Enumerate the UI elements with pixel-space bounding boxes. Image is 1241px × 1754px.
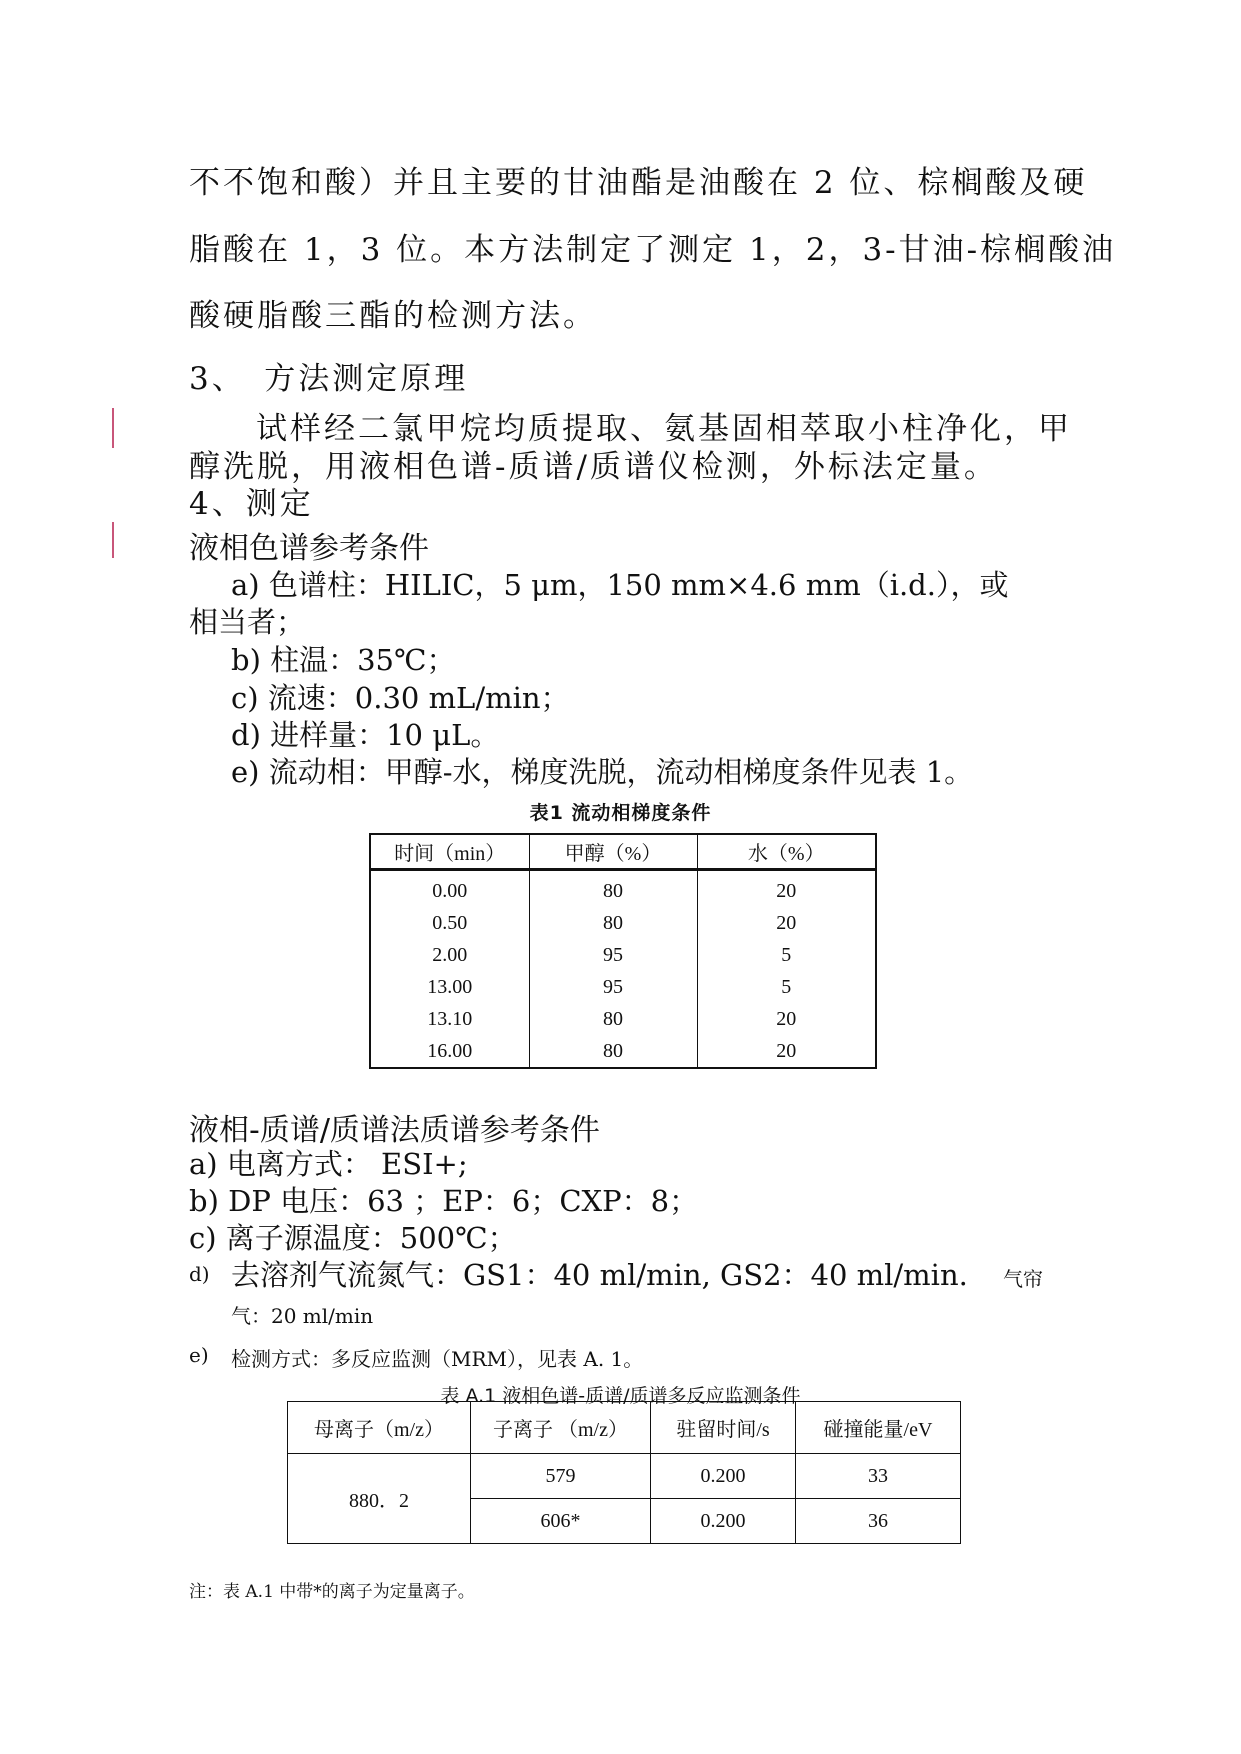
- table-row: [370, 870, 876, 908]
- table-cell: 2.00: [370, 939, 529, 971]
- table-header-row: [370, 834, 876, 870]
- table-cell: 95: [529, 971, 697, 1003]
- table-cell: 0.200: [651, 1499, 796, 1544]
- table-cell: 80: [529, 1003, 697, 1035]
- column-header: 甲醇（%）: [529, 834, 697, 870]
- intro-line-3: 酸硬脂酸三酯的检测方法。: [189, 298, 597, 334]
- table-cell: 0.200: [651, 1454, 796, 1499]
- table-cell: 606*: [471, 1499, 651, 1544]
- column-header: 子离子 （m/z）: [471, 1402, 651, 1454]
- table-cell: 20: [776, 1007, 797, 1030]
- section-3-text-2: 醇洗脱，用液相色谱-质谱/质谱仪检测，外标法定量。: [189, 449, 998, 485]
- ms-item-b: b) DP 电压：63 ；EP：6；CXP：8；: [189, 1184, 699, 1218]
- ms-item-d-tail: 气帘: [1003, 1267, 1043, 1291]
- table-row: [370, 939, 876, 971]
- lc-item-e: e) 流动相：甲醇-水，梯度洗脱，流动相梯度条件见表 1。: [231, 755, 974, 789]
- table-cell: 33: [796, 1454, 961, 1499]
- column-header: 水（%）: [697, 834, 876, 870]
- column-header: 碰撞能量/eV: [796, 1402, 961, 1454]
- lc-item-b: b) 柱温：35℃；: [231, 643, 456, 677]
- revision-bar: [112, 522, 114, 558]
- ms-item-d: 去溶剂气流氮气：GS1：40 ml/min, GS2：40 ml/min.: [231, 1258, 968, 1292]
- ms-item-e-label: e): [189, 1343, 209, 1367]
- lc-heading: 液相色谱参考条件: [189, 531, 429, 566]
- lc-item-a: a) 色谱柱：HILIC，5 μm，150 mm×4.6 mm（i.d.），或: [231, 568, 1009, 602]
- lc-item-a-cont: 相当者；: [189, 605, 306, 639]
- revision-bar: [112, 408, 114, 448]
- table-cell: 80: [529, 907, 697, 939]
- table-note: 注：表 A.1 中带*的离子为定量离子。: [189, 1582, 475, 1602]
- table-cell: 20: [776, 1039, 797, 1062]
- table-header-row: [288, 1402, 961, 1454]
- table-cell: 579: [471, 1454, 651, 1499]
- table-cell: 95: [529, 939, 697, 971]
- mrm-table: [287, 1401, 961, 1544]
- section-3-heading: 3、 方法测定原理: [189, 361, 469, 397]
- column-header: 时间（min）: [370, 834, 529, 870]
- intro-line-1: 不不饱和酸）并且主要的甘油酯是油酸在 2 位、棕榈酸及硬: [189, 165, 1088, 201]
- column-header: 驻留时间/s: [651, 1402, 796, 1454]
- table-1-caption: 表1 流动相梯度条件: [529, 802, 712, 824]
- table-cell: 0.00: [370, 870, 529, 908]
- table-cell: 5: [781, 943, 792, 966]
- ms-item-e: 检测方式：多反应监测（MRM），见表 A. 1。: [231, 1347, 644, 1371]
- parent-ion-cell: 880．2: [288, 1454, 471, 1544]
- gradient-table: [369, 833, 877, 1069]
- table-row: [370, 971, 876, 1003]
- intro-line-2: 脂酸在 1，3 位。本方法制定了测定 1，2，3-甘油-棕榈酸油: [189, 232, 1117, 268]
- section-3-text-1: 试样经二氯甲烷均质提取、氨基固相萃取小柱净化，甲: [256, 411, 1072, 447]
- ms-item-c: c) 离子源温度：500℃；: [189, 1221, 517, 1255]
- table-cell: 13.00: [370, 971, 529, 1003]
- column-header: 母离子（m/z）: [288, 1402, 471, 1454]
- table-cell: 20: [776, 879, 797, 902]
- table-row: [370, 1003, 876, 1035]
- table-cell: 20: [776, 911, 797, 934]
- lc-item-c: c) 流速：0.30 mL/min；: [231, 681, 570, 715]
- ms-item-a: a) 电离方式： ESI+;: [189, 1147, 468, 1181]
- table-row: [370, 1035, 876, 1068]
- table-cell: 0.50: [370, 907, 529, 939]
- table-cell: 80: [529, 870, 697, 908]
- table-cell: 13.10: [370, 1003, 529, 1035]
- ms-heading: 液相-质谱/质谱法质谱参考条件: [189, 1113, 600, 1148]
- table-cell: 5: [781, 975, 792, 998]
- ms-item-d-label: d): [189, 1262, 210, 1286]
- table-row: [370, 907, 876, 939]
- table-cell: 36: [796, 1499, 961, 1544]
- table-row: [288, 1454, 961, 1499]
- table-cell: 80: [529, 1035, 697, 1068]
- table-cell: 16.00: [370, 1035, 529, 1068]
- lc-item-d: d) 进样量：10 μL。: [231, 718, 500, 752]
- table-2-caption: 表 A.1 液相色谱-质谱/质谱多反应监测条件: [440, 1385, 801, 1407]
- ms-item-d-cont: 气：20 ml/min: [231, 1304, 374, 1328]
- section-4-heading: 4、测定: [189, 486, 314, 522]
